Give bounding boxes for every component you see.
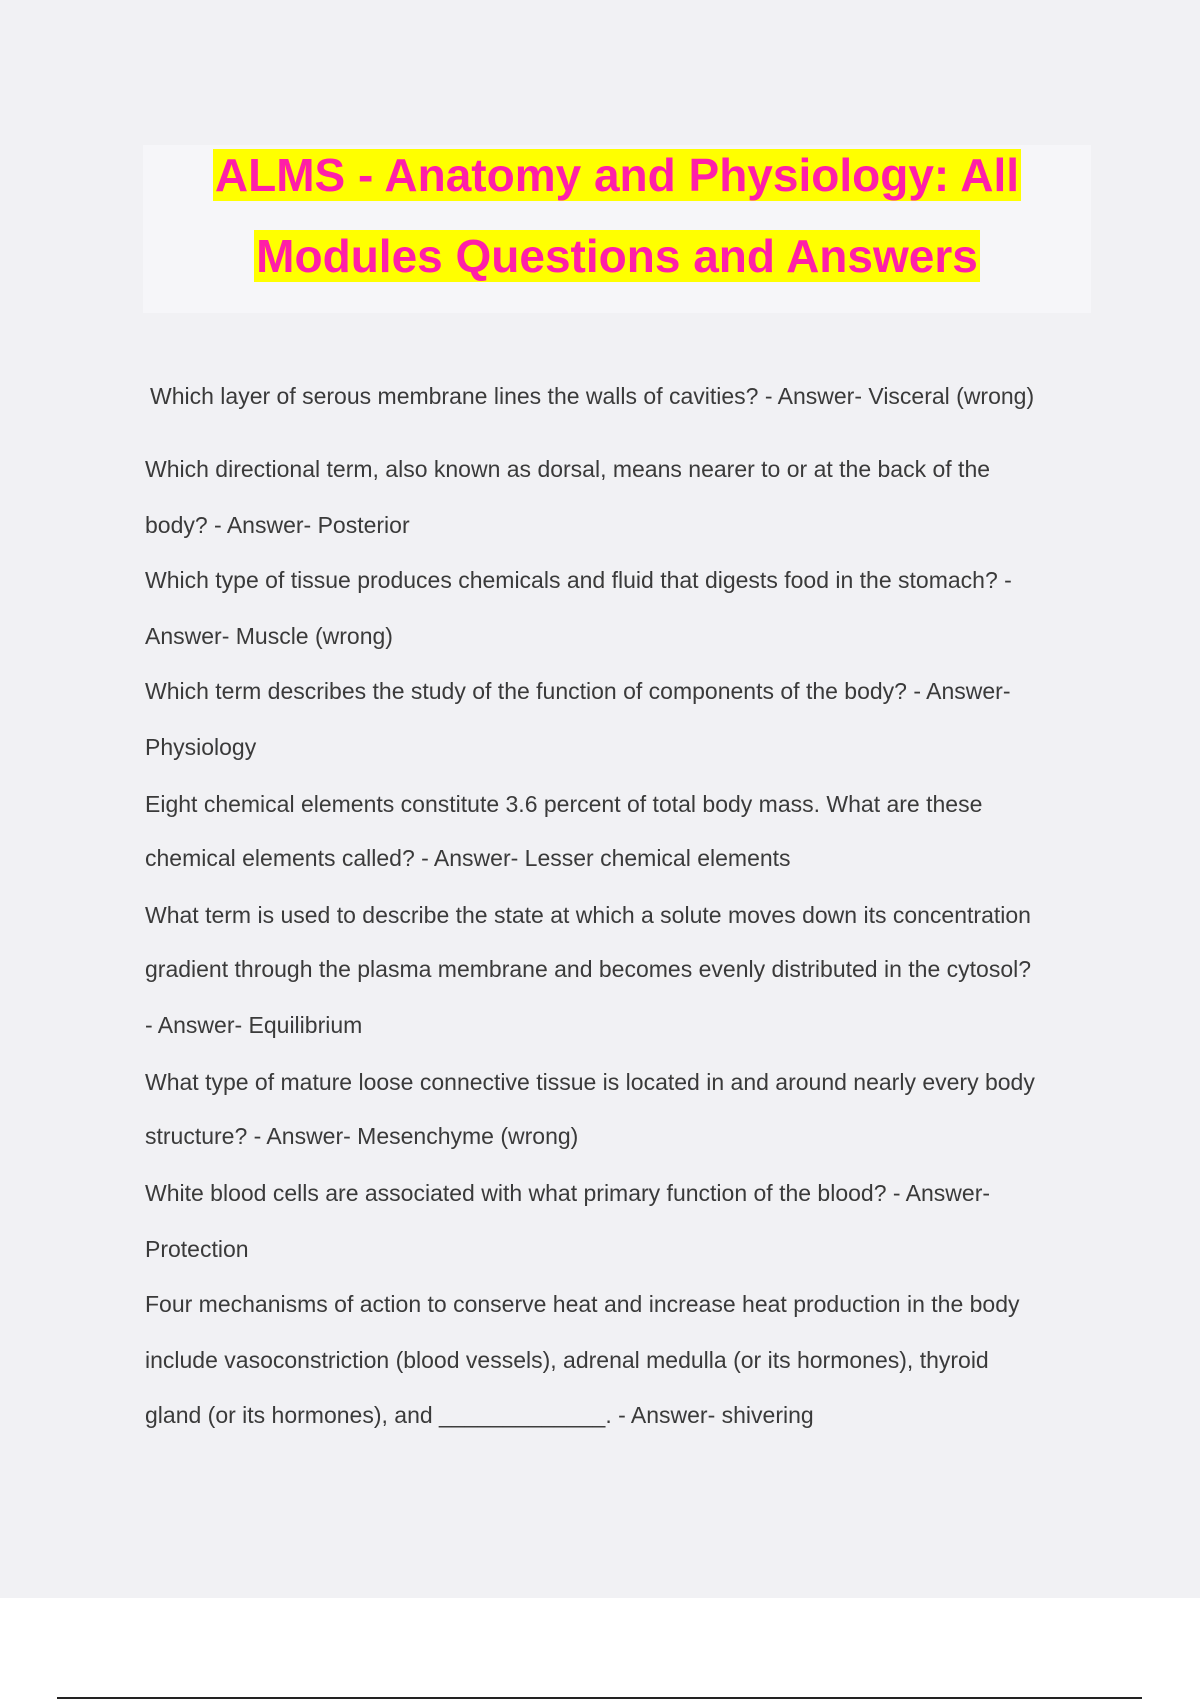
qa-line: Physiology <box>145 734 257 760</box>
qa-line: Four mechanisms of action to conserve heat and increase heat production in the body <box>145 1291 1020 1317</box>
qa-line: Eight chemical elements constitute 3.6 percent of total body mass. What are these <box>145 791 983 817</box>
qa-line: chemical elements called? - Answer- Lesser chemical elements <box>145 845 791 871</box>
qa-line: body? - Answer- Posterior <box>145 512 410 538</box>
qa-line: gland (or its hormones), and _____________. - Answer- shivering <box>145 1402 814 1428</box>
qa-line: Answer- Muscle (wrong) <box>145 623 393 649</box>
title-line-2-text: Modules Questions and Answers <box>256 230 978 282</box>
title-line-1-text: ALMS - Anatomy and Physiology: All <box>214 149 1020 201</box>
qa-line: gradient through the plasma membrane and becomes evenly distributed in the cytosol? <box>145 956 1032 982</box>
qa-line: What type of mature loose connective tissue is located in and around nearly every body <box>145 1069 1035 1095</box>
qa-line: - Answer- Equilibrium <box>145 1012 363 1038</box>
footer-divider <box>57 1697 1142 1699</box>
qa-line: Protection <box>145 1236 249 1262</box>
qa-line: structure? - Answer- Mesenchyme (wrong) <box>145 1123 579 1149</box>
qa-line: Which term describes the study of the function of components of the body? - Answer- <box>145 678 1011 704</box>
qa-line: Which directional term, also known as dorsal, means nearer to or at the back of the <box>145 456 991 482</box>
qa-line: Which type of tissue produces chemicals and fluid that digests food in the stomach? - <box>145 567 1012 593</box>
qa-line: What term is used to describe the state at which a solute moves down its concentration <box>145 902 1031 928</box>
qa-line: Which layer of serous membrane lines the walls of cavities? - Answer- Visceral (wrong) <box>150 383 1035 409</box>
qa-line: White blood cells are associated with what primary function of the blood? - Answer- <box>145 1180 991 1206</box>
qa-line: include vasoconstriction (blood vessels), adrenal medulla (or its hormones), thyroid <box>145 1347 989 1373</box>
